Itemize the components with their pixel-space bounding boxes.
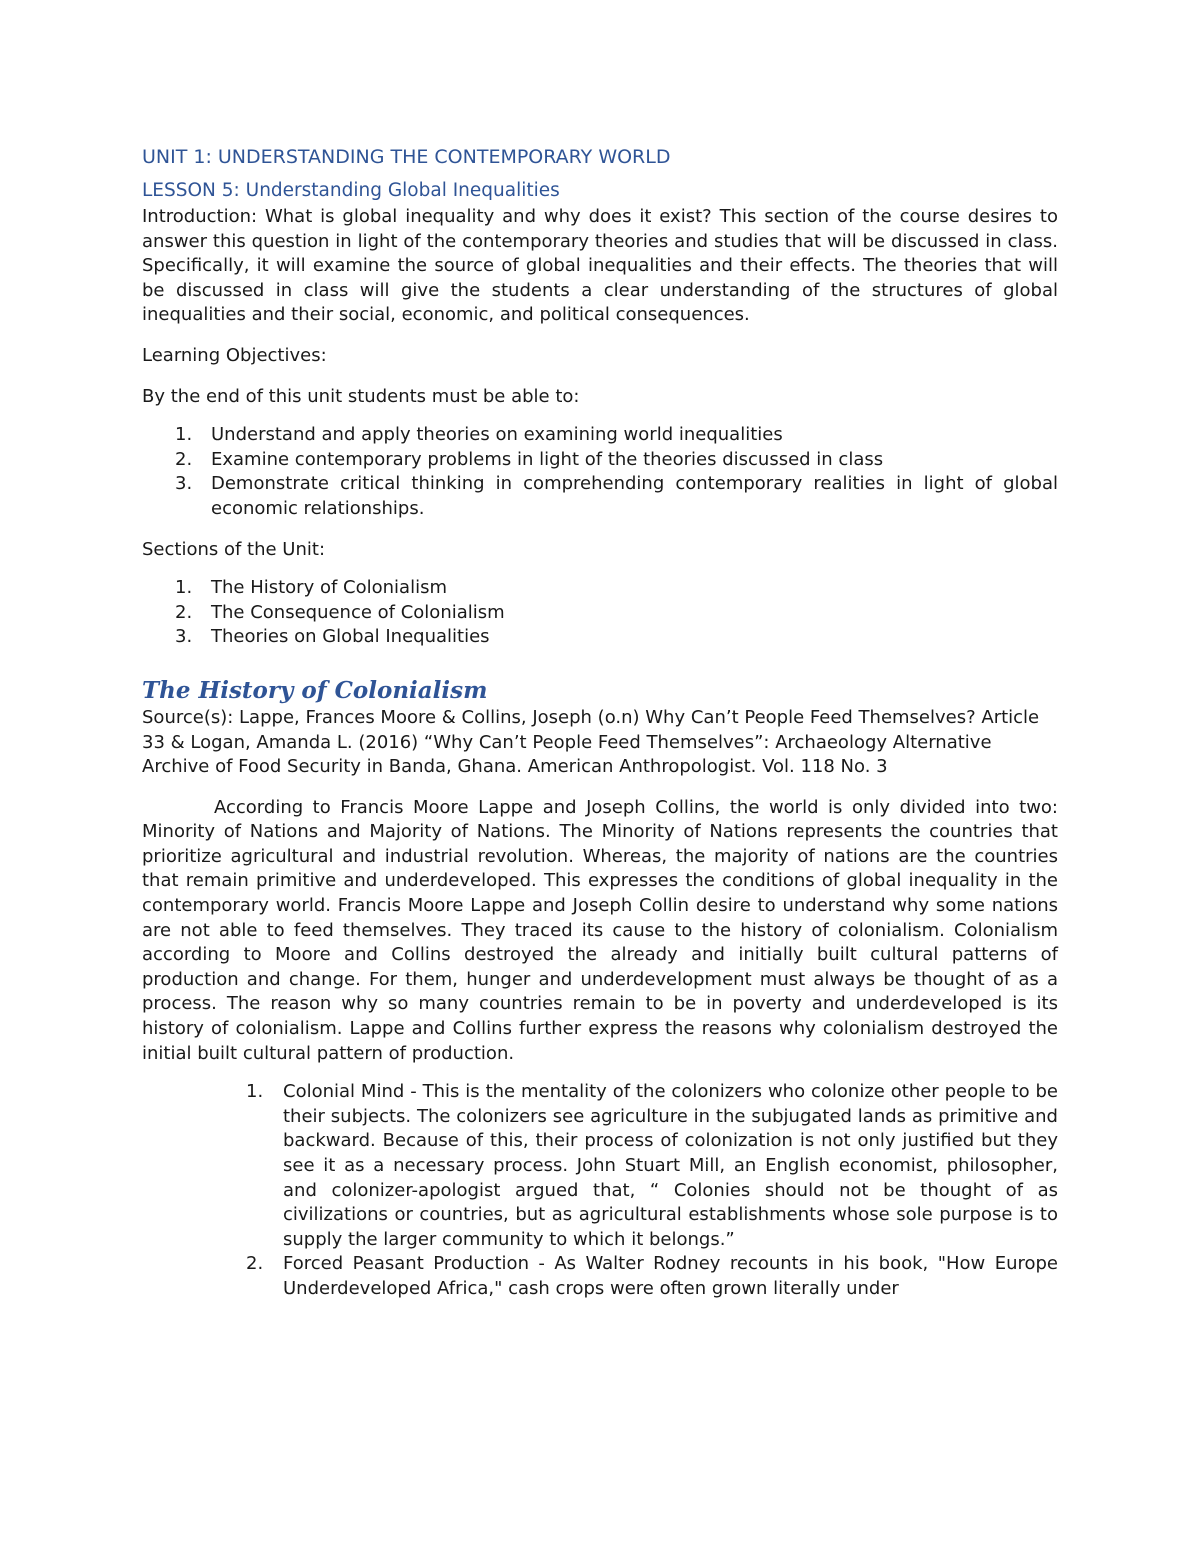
causes-list [142,1080,1058,1301]
sections-list [142,576,1058,650]
list-item-text: The History of Colonialism [211,577,447,599]
list-item [142,1080,1058,1252]
objectives-list [142,423,1058,521]
sources-paragraph: Source(s): Lappe, Frances Moore & Collins, Joseph (o.n) Why Can’t People Feed Themselves? Article 33 & Logan, Amanda L. (2016) “Why Can’t People Feed Themselves”: Archaeology Alternative Archive of Food Security in Banda, Ghana. American Anthropologist. Vol. 118 No. 3 [142,706,1040,778]
list-item [142,576,1058,601]
introduction-paragraph: Introduction: What is global inequality and why does it exist? This section of the course desires to answer this question in light of the contemporary theories and studies that will be discussed in class. Specifically, it will examine the source of global inequalities and their effects. The theories that will be discussed in class will give the students a clear understanding of the structures of global inequalities and their social, economic, and political consequences. [142,206,1058,326]
body-paragraph: According to Francis Moore Lappe and Joseph Collins, the world is only divided into two: Minority of Nations and Majority of Nations. The Minority of Nations represents the countries that prioritize agricultural and industrial revolution. Whereas, the majority of nations are the countries that remain primitive and underdeveloped. This expresses the conditions of global inequality in the contemporary world. Francis Moore Lappe and Joseph Collin desire to understand why some nations are not able to feed themselves. They traced its cause to the history of colonialism. Colonialism according to Moore and Collins destroyed the already and initially built cultural patterns of production and change. For them, hunger and underdevelopment must always be thought of as a process. The reason why so many countries remain to be in poverty and underdeveloped is its history of colonialism. Lappe and Collins further express the reasons why colonialism destroyed the initial built cultural pattern of production. [142,796,1058,1064]
lesson-title: LESSON 5: Understanding Global Inequalities [142,180,560,201]
list-number: 3. [175,473,193,495]
list-item-text: Examine contemporary problems in light of the theories discussed in class [211,448,884,470]
document-page [142,143,1058,1302]
unit-title: UNIT 1: UNDERSTANDING THE CONTEMPORARY WORLD [142,146,671,168]
sections-label: Sections of the Unit: [142,538,326,560]
list-number: 2. [175,448,193,470]
list-number: 1. [175,424,193,446]
section-heading-history: The History of Colonialism [142,676,488,704]
list-number: 1. [246,1081,264,1103]
list-number: 2. [246,1253,264,1275]
list-item-text: Understand and apply theories on examining world inequalities [211,424,783,446]
list-item [142,448,1058,473]
list-item-text: Forced Peasant Production - As Walter Rodney recounts in his book, "How Europe Underdeveloped Africa," cash crops were often grown literally under [283,1253,1058,1299]
list-item [142,601,1058,626]
objectives-label: Learning Objectives: [142,344,327,366]
list-item [142,472,1058,521]
list-item-text: Colonial Mind - This is the mentality of the colonizers who colonize other people to be their subjects. The colonizers see agriculture in the subjugated lands as primitive and backward. Because of this, their process of colonization is not only justified but they see it as a necessary process. John Stuart Mill, an English economist, philosopher, and colonizer-apologist argued that, “ Colonies should not be thought of as civilizations or countries, but as agricultural establishments whose sole purpose is to supply the larger community to which it belongs.” [283,1081,1058,1250]
list-number: 1. [175,577,193,599]
list-item-text: The Consequence of Colonialism [211,601,505,623]
objectives-lead: By the end of this unit students must be able to: [142,385,580,407]
list-item [142,423,1058,448]
list-item-text: Demonstrate critical thinking in comprehending contemporary realities in light of global economic relationships. [211,473,1058,519]
list-item [142,625,1058,650]
list-number: 3. [175,626,193,648]
list-number: 2. [175,601,193,623]
list-item-text: Theories on Global Inequalities [211,626,490,648]
list-item [142,1252,1058,1301]
